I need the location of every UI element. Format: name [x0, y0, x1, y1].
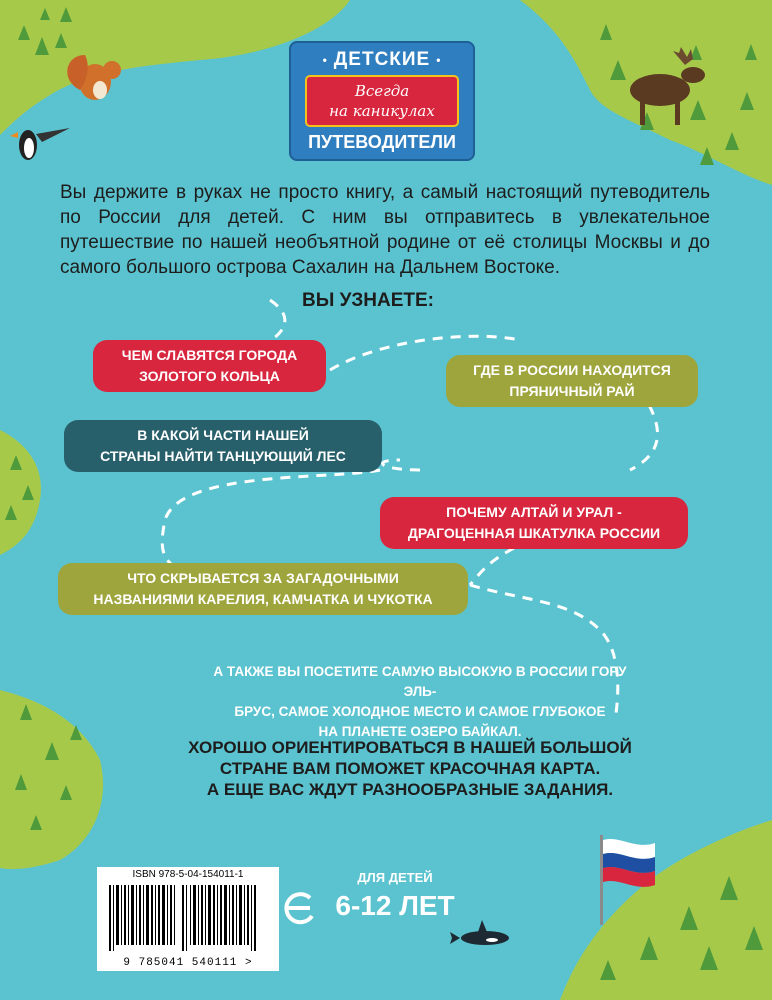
isbn-label: ISBN 978-5-04-154011-1	[132, 869, 244, 880]
badge-series-line1: Всегда	[354, 82, 410, 100]
orca-icon	[450, 920, 509, 945]
badge-bottom-label: ПУТЕВОДИТЕЛИ	[308, 132, 456, 152]
barcode-bars	[97, 867, 279, 971]
also-visit-text	[210, 662, 630, 742]
puffin-icon	[10, 128, 70, 160]
badge-top-label: • ДЕТСКИЕ •	[291, 49, 473, 71]
topic-line: В КАКОЙ ЧАСТИ НАШЕЙ	[137, 427, 309, 443]
topic-line: НАЗВАНИЯМИ КАРЕЛИЯ, КАМЧАТКА И ЧУКОТКА	[93, 591, 433, 607]
also-line: НА ПЛАНЕТЕ ОЗЕРО БАЙКАЛ.	[318, 724, 522, 739]
badge-series-line2: на каникулах	[329, 102, 435, 120]
topic-golden-ring	[93, 340, 326, 392]
topic-line: ПОЧЕМУ АЛТАЙ И УРАЛ -	[446, 504, 622, 520]
intro-text: Вы держите в руках не просто книгу, а самый настоящий путеводитель по России для детей. С ним вы отправитесь в увлекательное путешествие по нашей необъятной родине от её столицы Москвы и до самого большого острова Сахалин на Дальнем Востоке.	[60, 182, 710, 278]
map-promo-text	[170, 737, 650, 800]
learn-heading: ВЫ УЗНАЕТЕ:	[301, 290, 435, 311]
land-left-bottom	[0, 690, 103, 869]
topic-gingerbread	[446, 355, 698, 407]
topic-line: ЗОЛОТОГО КОЛЬЦА	[139, 368, 280, 384]
map-line: СТРАНЕ ВАМ ПОМОЖЕТ КРАСОЧНАЯ КАРТА.	[219, 759, 601, 778]
age-label: ДЛЯ ДЕТЕЙ	[357, 870, 433, 885]
publisher-logo-icon	[280, 888, 320, 928]
also-line: А ТАКЖЕ ВЫ ПОСЕТИТЕ САМУЮ ВЫСОКУЮ В РОССИИ ГОРУ ЭЛЬ-	[213, 664, 627, 699]
topic-line: ГДЕ В РОССИИ НАХОДИТСЯ	[473, 362, 671, 378]
badge-series-title	[305, 75, 459, 127]
topic-mysterious-names	[58, 563, 468, 615]
map-line: А ЕЩЕ ВАС ЖДУТ РАЗНООБРАЗНЫЕ ЗАДАНИЯ.	[206, 780, 614, 799]
land-bottom-right	[560, 820, 772, 1000]
topic-line: ПРЯНИЧНЫЙ РАЙ	[509, 383, 635, 399]
age-range: 6-12 ЛЕТ	[335, 890, 455, 921]
topic-altai-ural	[380, 497, 688, 549]
topic-dancing-forest	[64, 420, 382, 472]
also-line: БРУС, САМОЕ ХОЛОДНОЕ МЕСТО И САМОЕ ГЛУБОКОЕ	[234, 704, 606, 719]
barcode-box	[97, 867, 279, 971]
land-left	[0, 430, 41, 555]
topic-line: ЧТО СКРЫВАЕТСЯ ЗА ЗАГАДОЧНЫМИ	[127, 570, 399, 586]
map-line: ХОРОШО ОРИЕНТИРОВАТЬСЯ В НАШЕЙ БОЛЬШОЙ	[188, 738, 632, 757]
topic-line: СТРАНЫ НАЙТИ ТАНЦУЮЩИЙ ЛЕС	[100, 448, 346, 464]
series-badge	[289, 41, 475, 161]
topic-line: ДРАГОЦЕННАЯ ШКАТУЛКА РОССИИ	[407, 525, 661, 541]
topic-line: ЧЕМ СЛАВЯТСЯ ГОРОДА	[121, 347, 298, 363]
barcode-digits: 9 785041 540111 >	[123, 957, 253, 969]
